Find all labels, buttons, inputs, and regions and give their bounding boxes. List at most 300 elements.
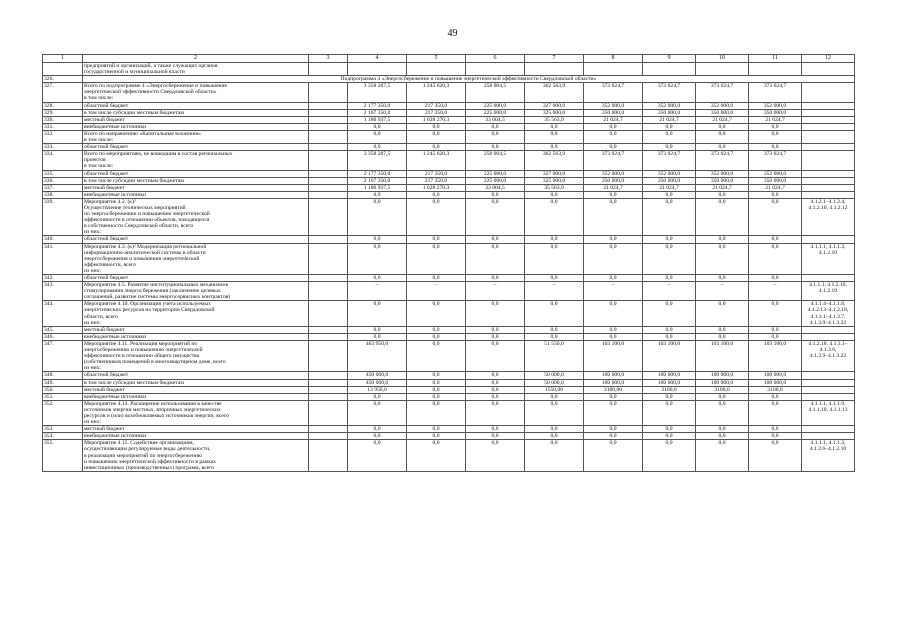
value-cell: 21 024,7 [584, 184, 643, 191]
table-row [43, 83, 855, 102]
table-row [43, 275, 855, 282]
row-col3 [309, 340, 348, 371]
value-cell: 0,0 [348, 123, 407, 130]
row-col3 [309, 144, 348, 151]
value-cell: 0,0 [696, 198, 749, 236]
value-cell: 217 350,0 [407, 170, 466, 177]
value-cell: 3 358 287,5 [348, 151, 407, 170]
value-cell: 0,0 [525, 433, 584, 440]
value-cell: 0,0 [584, 123, 643, 130]
value-cell: 0,0 [348, 130, 407, 143]
value-cell: 0,0 [466, 433, 525, 440]
value-cell: 0,0 [466, 326, 525, 333]
value-cell: 0,0 [407, 426, 466, 433]
value-cell: 0,0 [696, 301, 749, 326]
value-cell: 0,0 [584, 130, 643, 143]
target-reference [802, 393, 855, 400]
value-cell: 13 950,0 [348, 386, 407, 393]
value-cell: 0,0 [643, 243, 696, 274]
value-cell: 0,0 [407, 144, 466, 151]
row-name: Мероприятие 4.2. (κ)² Осуществление технических мероприятий по энергосбережению и повышению энергетической эффективности в отношении объектов, находящихся в собственности Свердловской области, всего из них: [83, 198, 309, 236]
value-cell: 0,0 [466, 301, 525, 326]
row-number: 346. [43, 333, 83, 340]
header-cell: 11 [749, 55, 802, 63]
table-row [43, 426, 855, 433]
table-row [43, 102, 855, 109]
value-cell: 0,0 [643, 393, 696, 400]
table-row [43, 301, 855, 326]
value-cell: 0,0 [584, 333, 643, 340]
value-cell: 0,0 [407, 198, 466, 236]
value-cell: 0,0 [525, 326, 584, 333]
value-cell: 0,0 [525, 191, 584, 198]
value-cell: 1 028 270,3 [407, 184, 466, 191]
table-row [43, 198, 855, 236]
value-cell: 0,0 [348, 333, 407, 340]
value-cell: 450 000,0 [348, 379, 407, 386]
value-cell: 0,0 [696, 144, 749, 151]
table-row [43, 333, 855, 340]
row-name: Мероприятие 4.11. Реализация мероприятий по энергосбережению и повышению энергетической эффективности в отношении общего имущества (собственников помещений в многоквартирном доме, всего из них: [83, 340, 309, 371]
table-row [43, 433, 855, 440]
value-cell: 100 000,0 [584, 372, 643, 379]
value-cell: 0,0 [749, 123, 802, 130]
value-cell: 0,0 [643, 326, 696, 333]
row-number: 332. [43, 130, 83, 143]
value-cell: 352 000,0 [584, 170, 643, 177]
value-cell: 0,0 [749, 130, 802, 143]
table-row [43, 400, 855, 425]
header-cell: 9 [643, 55, 696, 63]
target-reference: 4.1.1.1, 4.1.1.3, 4.1.2.6–4.1.2.10 [802, 440, 855, 471]
value-cell: 100 000,0 [643, 379, 696, 386]
table-header [43, 55, 855, 63]
value-cell: 21 024,7 [584, 116, 643, 123]
value-cell: 0,0 [407, 440, 466, 471]
row-name: внебюджетные источники [83, 433, 309, 440]
row-name: внебюджетные источники [83, 393, 309, 400]
row-number: 335. [43, 170, 83, 177]
table-row [43, 123, 855, 130]
value-cell: 0,0 [696, 393, 749, 400]
row-name: областной бюджет [83, 144, 309, 151]
row-col3 [309, 170, 348, 177]
value-cell: 100 000,0 [749, 379, 802, 386]
target-reference: 4.1.2.1–4.1.2.4, 4.1.2.10, 4.1.2.12 [802, 198, 855, 236]
value-cell: 0,0 [643, 236, 696, 243]
value-cell: 3 358 287,5 [348, 83, 407, 102]
row-number: 342. [43, 275, 83, 282]
row-number: 353. [43, 426, 83, 433]
value-cell: 352 000,0 [749, 170, 802, 177]
value-cell: 0,0 [525, 275, 584, 282]
row-col3 [309, 433, 348, 440]
table-body [43, 63, 855, 472]
row-name: местный бюджет [83, 326, 309, 333]
value-cell: 0,0 [407, 191, 466, 198]
target-reference [802, 379, 855, 386]
value-cell: 33 004,5 [466, 116, 525, 123]
value-cell: 0,0 [643, 400, 696, 425]
value-cell: 51 550,0 [525, 340, 584, 371]
value-cell: 0,0 [696, 333, 749, 340]
value-cell: 1 028 270,3 [407, 116, 466, 123]
value-cell: 0,0 [466, 191, 525, 198]
row-number: 336. [43, 177, 83, 184]
target-reference [802, 177, 855, 184]
row-name: внебюджетные источники [83, 191, 309, 198]
value-cell: 0,0 [348, 236, 407, 243]
row-col3 [309, 386, 348, 393]
value-cell: 0,0 [749, 198, 802, 236]
row-name: Всего по подпрограмме 4 «Энергосбережение и повышение энергетической эффективности Свердловской области» в том числе: [83, 83, 309, 102]
row-number: 340. [43, 236, 83, 243]
value-cell: 0,0 [696, 123, 749, 130]
value-cell: 0,0 [696, 191, 749, 198]
value-cell: 352 000,0 [696, 170, 749, 177]
row-col3 [309, 130, 348, 143]
row-number: 339. [43, 198, 83, 236]
value-cell: 373 024,7 [696, 151, 749, 170]
row-col3 [309, 440, 348, 471]
row-col3 [309, 83, 348, 102]
value-cell: 33 004,5 [466, 184, 525, 191]
value-cell: 0,0 [466, 386, 525, 393]
row-col3 [309, 236, 348, 243]
row-name: Всего по мероприятиям, не вошедшим в состав региональных проектов в том числе: [83, 151, 309, 170]
value-cell: 50 000,0 [525, 372, 584, 379]
row-col3 [309, 102, 348, 109]
value-cell: 0,0 [749, 433, 802, 440]
value-cell: 0,0 [749, 144, 802, 151]
value-cell: 0,0 [466, 243, 525, 274]
value-cell: 0,0 [407, 301, 466, 326]
value-cell: 0,0 [525, 130, 584, 143]
value-cell: 0,0 [696, 130, 749, 143]
row-number: 338. [43, 191, 83, 198]
row-number [43, 63, 83, 76]
row-name: предприятий и организаций, а также служащих органов государственной и муниципальной власти [83, 63, 309, 76]
value-cell: 350 000,0 [584, 177, 643, 184]
row-number: 354. [43, 433, 83, 440]
value-cell: 21 024,7 [749, 184, 802, 191]
row-name: местный бюджет [83, 184, 309, 191]
header-cell: 5 [407, 55, 466, 63]
header-cell: 1 [43, 55, 83, 63]
row-number: 344. [43, 301, 83, 326]
value-cell: 0,0 [466, 426, 525, 433]
row-name: Мероприятие 4.15. Содействие организациям, осуществляющим регулируемые виды деятельности, в реализации мероприятий по энергосбережению и повышению энергетической эффективности в рамках инвестиционных (производственных) программ, всего [83, 440, 309, 471]
row-col3 [309, 282, 348, 301]
value-cell: 350 000,0 [643, 177, 696, 184]
value-cell: 0,0 [643, 123, 696, 130]
value-cell: 1 245 620,3 [407, 83, 466, 102]
row-number: 327. [43, 83, 83, 102]
row-name: в том числе субсидии местным бюджетам [83, 109, 309, 116]
value-cell: 0,0 [466, 236, 525, 243]
table-row [43, 130, 855, 143]
value-cell: 0,0 [584, 400, 643, 425]
value-cell: 0,0 [696, 243, 749, 274]
value-cell: 21 024,7 [643, 184, 696, 191]
value-cell: 103 100,0 [749, 340, 802, 371]
value-cell: 0,0 [407, 379, 466, 386]
row-name: местный бюджет [83, 116, 309, 123]
target-reference [802, 386, 855, 393]
value-cell: 103 100,0 [696, 340, 749, 371]
value-cell: 0,0 [466, 393, 525, 400]
value-cell: 350 000,0 [749, 109, 802, 116]
row-col3 [309, 198, 348, 236]
row-number: 352. [43, 400, 83, 425]
value-cell: 0,0 [696, 440, 749, 471]
target-reference [802, 333, 855, 340]
value-cell: 0,0 [348, 433, 407, 440]
table-row [43, 191, 855, 198]
value-cell: 327 000,0 [525, 170, 584, 177]
row-col3 [309, 109, 348, 116]
value-cell: 0,0 [749, 426, 802, 433]
value-cell: 325 000,0 [525, 109, 584, 116]
value-cell: 0,0 [525, 400, 584, 425]
value-cell: 100 000,0 [584, 379, 643, 386]
value-cell: 0,0 [407, 433, 466, 440]
value-cell: 0,0 [466, 372, 525, 379]
value-cell: 0,0 [584, 191, 643, 198]
row-col3 [309, 301, 348, 326]
value-cell: 1 245 620,3 [407, 151, 466, 170]
value-cell: 0,0 [466, 379, 525, 386]
value-cell: 0,0 [696, 426, 749, 433]
row-col3 [309, 326, 348, 333]
row-name: областной бюджет [83, 372, 309, 379]
table-row [43, 440, 855, 471]
row-col3 [309, 333, 348, 340]
table-row [43, 243, 855, 274]
row-number: 334. [43, 151, 83, 170]
value-cell: 217 350,0 [407, 177, 466, 184]
value-cell: 0,0 [749, 333, 802, 340]
header-cell: 6 [466, 55, 525, 63]
value-cell: 103 100,0 [643, 340, 696, 371]
value-cell: – [348, 282, 407, 301]
continuation-row [43, 63, 855, 76]
target-reference [802, 275, 855, 282]
value-cell: 100 000,0 [696, 379, 749, 386]
target-reference [802, 102, 855, 109]
value-cell: 0,0 [407, 400, 466, 425]
value-cell: 0,0 [525, 440, 584, 471]
row-name: областной бюджет [83, 170, 309, 177]
row-col3 [309, 372, 348, 379]
value-cell: 0,0 [525, 333, 584, 340]
value-cell: 3100,0 [643, 386, 696, 393]
target-reference [802, 433, 855, 440]
target-reference [802, 170, 855, 177]
row-number: 330. [43, 116, 83, 123]
value-cell: 352 000,0 [643, 170, 696, 177]
row-col3 [309, 275, 348, 282]
value-cell: 0,0 [525, 301, 584, 326]
header-cell: 12 [802, 55, 855, 63]
value-cell: 0,0 [584, 198, 643, 236]
budget-table [42, 54, 855, 472]
row-name: областной бюджет [83, 236, 309, 243]
value-cell: – [696, 282, 749, 301]
header-cell: 10 [696, 55, 749, 63]
row-number: 341. [43, 243, 83, 274]
budget-table-container [42, 54, 854, 472]
row-name: в том числе субсидии местным бюджетам [83, 177, 309, 184]
value-cell: 0,0 [584, 275, 643, 282]
value-cell: 21 024,7 [696, 184, 749, 191]
table-row [43, 109, 855, 116]
row-name: внебюджетные источники [83, 123, 309, 130]
table-row [43, 177, 855, 184]
row-col3 [309, 393, 348, 400]
value-cell: 373 024,7 [584, 83, 643, 102]
value-cell: 0,0 [584, 236, 643, 243]
value-cell: 352 000,0 [749, 102, 802, 109]
value-cell: 0,0 [348, 400, 407, 425]
target-reference: 4.1.1.1, 4.1.2.10, 4.1.2.19 [802, 282, 855, 301]
value-cell: 352 000,0 [643, 102, 696, 109]
value-cell: 0,0 [584, 144, 643, 151]
value-cell: 0,0 [584, 426, 643, 433]
value-cell: 0,0 [407, 243, 466, 274]
value-cell: 0,0 [466, 144, 525, 151]
value-cell: 0,0 [749, 326, 802, 333]
row-number: 348. [43, 372, 83, 379]
row-name: Мероприятие 4.5. Развитие институциональных механизмов стимулирования энергосбережения (заключение целевых соглашений, развитие системы энергосервисных контрактов) [83, 282, 309, 301]
target-reference [802, 109, 855, 116]
value-cell: 21 024,7 [643, 116, 696, 123]
value-cell: 450 000,0 [348, 372, 407, 379]
row-col3 [309, 123, 348, 130]
target-reference [802, 116, 855, 123]
table-row [43, 386, 855, 393]
value-cell: 0,0 [749, 440, 802, 471]
header-row [43, 55, 855, 63]
value-cell: 0,0 [584, 393, 643, 400]
target-reference: 4.1.2.18, 4.1.3.1– 4.1.3.6, 4.1.3.9–4.1.3.22 [802, 340, 855, 371]
row-number: 343. [43, 282, 83, 301]
value-cell: 0,0 [466, 275, 525, 282]
header-cell: 3 [309, 55, 348, 63]
target-reference: 4.1.1.1, 4.1.1.9, 4.1.1.10, 4.1.1.13 [802, 400, 855, 425]
value-cell: 0,0 [696, 433, 749, 440]
row-col3 [309, 184, 348, 191]
value-cell: 35 563,9 [525, 184, 584, 191]
value-cell: 217 350,0 [407, 109, 466, 116]
value-cell: 362 563,9 [525, 151, 584, 170]
value-cell: 350 000,0 [749, 177, 802, 184]
value-cell: 225 000,0 [466, 170, 525, 177]
value-cell: 1 180 937,5 [348, 184, 407, 191]
value-cell: 21 024,7 [749, 116, 802, 123]
target-reference [802, 151, 855, 170]
row-name: Мероприятие 4.10. Организация учета используемых энергетических ресурсов на территории Свердловской области, всего из них: [83, 301, 309, 326]
value-cell: 3100,0 [696, 386, 749, 393]
value-cell: 350 000,0 [643, 109, 696, 116]
value-cell: 352 000,0 [584, 102, 643, 109]
value-cell: 0,0 [584, 301, 643, 326]
value-cell: 373 024,7 [643, 151, 696, 170]
header-cell: 8 [584, 55, 643, 63]
header-cell: 4 [348, 55, 407, 63]
row-name: местный бюджет [83, 386, 309, 393]
table-row [43, 236, 855, 243]
target-reference [802, 372, 855, 379]
row-number: 347. [43, 340, 83, 371]
value-cell: 362 563,9 [525, 83, 584, 102]
table-row [43, 184, 855, 191]
value-cell: 373 024,7 [584, 151, 643, 170]
row-number: 351. [43, 393, 83, 400]
value-cell: 0,0 [525, 236, 584, 243]
value-cell: 0,0 [643, 275, 696, 282]
value-cell: 0,0 [749, 191, 802, 198]
value-cell: 0,0 [525, 393, 584, 400]
row-name: областной бюджет [83, 275, 309, 282]
value-cell: 0,0 [643, 333, 696, 340]
subprogram-title: Подпрограмма 4 «Энергосбережение и повышение энергетической эффективности Свердловской области» [83, 76, 855, 83]
value-cell: – [407, 282, 466, 301]
value-cell: 352 000,0 [696, 102, 749, 109]
value-cell: 350 000,0 [584, 109, 643, 116]
value-cell: 0,0 [643, 301, 696, 326]
row-name: внебюджетные источники [83, 333, 309, 340]
value-cell: 3100,0 [749, 386, 802, 393]
value-cell: 2 177 350,0 [348, 170, 407, 177]
row-col3 [309, 177, 348, 184]
value-cell: 0,0 [643, 198, 696, 236]
value-cell: 0,0 [749, 243, 802, 274]
row-col3 [309, 400, 348, 425]
value-cell: 0,0 [525, 243, 584, 274]
value-cell: 103 100,0 [584, 340, 643, 371]
value-cell: 0,0 [696, 275, 749, 282]
value-cell: 0,0 [643, 440, 696, 471]
value-cell: 0,0 [466, 123, 525, 130]
table-row [43, 151, 855, 170]
row-number: 355. [43, 440, 83, 471]
target-reference: 4.1.1.4–4.1.1.8, 4.1.2.13–4.1.2.18, 4.1.3.1–4.1.3.7, 4.1.3.9–4.1.3.22 [802, 301, 855, 326]
value-cell: 0,0 [749, 236, 802, 243]
value-cell: 35 563,9 [525, 116, 584, 123]
value-cell: 0,0 [348, 275, 407, 282]
row-number: 328. [43, 102, 83, 109]
value-cell: 0,0 [348, 393, 407, 400]
value-cell: 0,0 [643, 130, 696, 143]
value-cell: 463 950,0 [348, 340, 407, 371]
value-cell: 0,0 [407, 123, 466, 130]
value-cell: 0,0 [643, 191, 696, 198]
value-cell: – [643, 282, 696, 301]
row-col3 [309, 116, 348, 123]
table-row [43, 116, 855, 123]
value-cell: 21 024,7 [696, 116, 749, 123]
value-cell: 0,0 [643, 144, 696, 151]
target-reference [802, 236, 855, 243]
value-cell: 0,0 [348, 426, 407, 433]
table-row [43, 393, 855, 400]
table-row [43, 170, 855, 177]
row-name: Всего по направлению «Капитальные вложения» в том числе: [83, 130, 309, 143]
value-cell: 0,0 [696, 236, 749, 243]
value-cell: 0,0 [749, 400, 802, 425]
value-cell: 0,0 [643, 433, 696, 440]
